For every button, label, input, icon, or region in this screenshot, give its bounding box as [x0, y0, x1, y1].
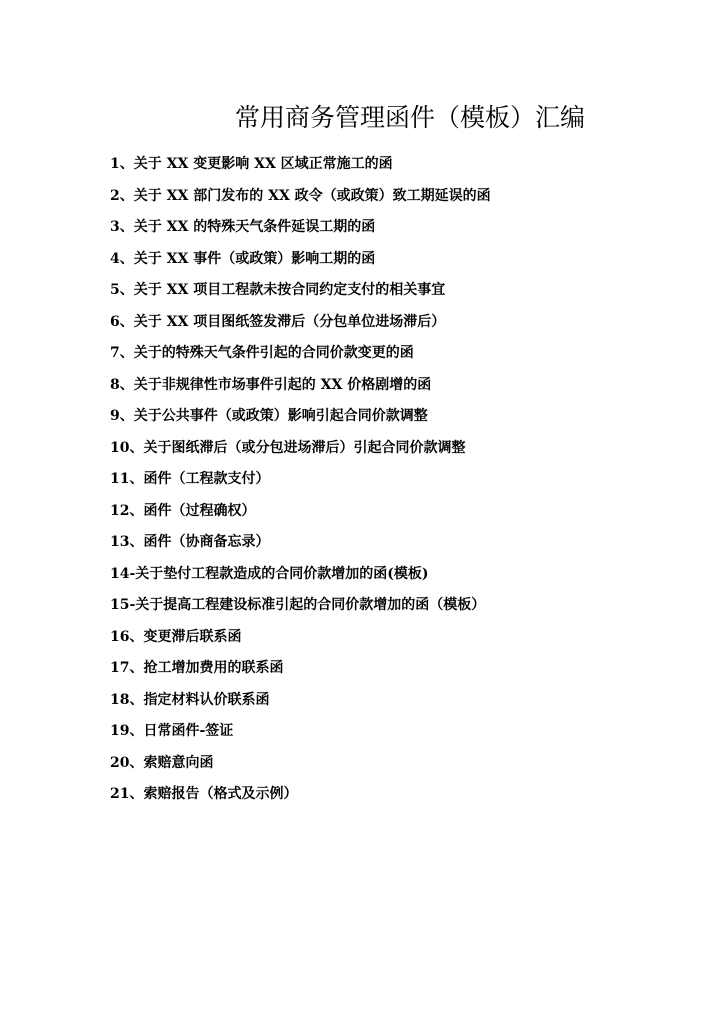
list-item: 18、指定材料认价联系函: [110, 691, 270, 708]
list-item: 3、关于 XX 的特殊天气条件延误工期的函: [110, 219, 376, 235]
table-of-contents: [110, 149, 491, 811]
list-item: 21、索赔报告（格式及示例）: [110, 786, 298, 802]
list-item: 11、函件（工程款支付）: [110, 471, 270, 487]
list-item: 9、关于公共事件（或政策）影响引起合同价款调整: [110, 408, 428, 424]
list-item: 20、索赔意向函: [110, 754, 214, 771]
list-item: 2、关于 XX 部门发布的 XX 政令（或政策）致工期延误的函: [110, 187, 491, 204]
document-title: 常用商务管理函件（模板）汇编: [234, 103, 585, 132]
list-item: 6、关于 XX 项目图纸签发滞后（分包单位进场滞后）: [110, 313, 446, 330]
list-item: 14-关于垫付工程款造成的合同价款增加的函(模板): [110, 565, 429, 582]
list-item: 10、关于图纸滞后（或分包进场滞后）引起合同价款调整: [110, 439, 466, 456]
list-item: 4、关于 XX 事件（或政策）影响工期的函: [110, 250, 376, 267]
list-item: 5、关于 XX 项目工程款未按合同约定支付的相关事宜: [110, 282, 446, 298]
list-item: 7、关于的特殊天气条件引起的合同价款变更的函: [110, 345, 414, 361]
list-item: 13、函件（协商备忘录）: [110, 534, 270, 550]
list-item: 15-关于提高工程建设标准引起的合同价款增加的函（模板）: [110, 597, 486, 613]
list-item: 17、抢工增加费用的联系函: [110, 660, 284, 676]
list-item: 1、关于 XX 变更影响 XX 区域正常施工的函: [110, 156, 393, 172]
list-item: 8、关于非规律性市场事件引起的 XX 价格剧增的函: [110, 376, 432, 393]
list-item: 19、日常函件-签证: [110, 723, 234, 739]
list-item: 16、变更滞后联系函: [110, 628, 242, 645]
list-item: 12、函件（过程确权）: [110, 502, 256, 519]
